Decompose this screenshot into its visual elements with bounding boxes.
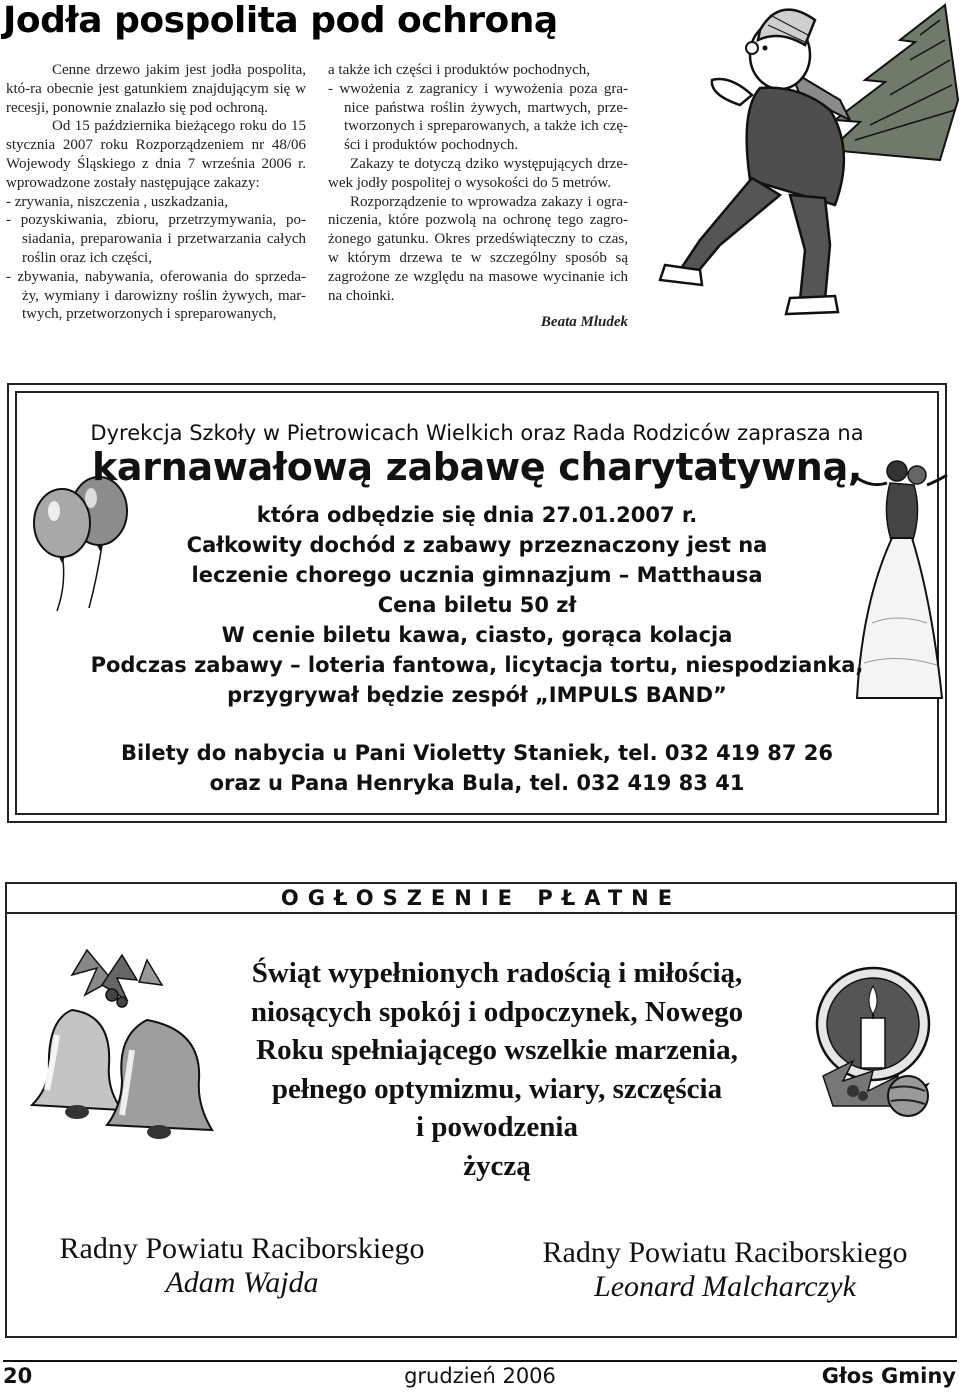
article-column-2 (328, 61, 628, 332)
wish-line: pełnego optymizmu, wiary, szczęścia (271, 1072, 723, 1105)
invitation-tickets-1: Bilety do nabycia u Pani Violetty Staniek, tel. 032 419 87 26 (121, 741, 833, 765)
invitation-tickets-2: oraz u Pana Henryka Bula, tel. 032 419 83 41 (209, 771, 745, 795)
footer-issue-date: grudzień 2006 (404, 1364, 556, 1388)
signature-2-role: Radny Powiatu Raciborskiego (542, 1236, 908, 1269)
paid-announcement-label: OGŁOSZENIE PŁATNE (280, 886, 682, 910)
footer-publication-title: Głos Gminy (821, 1364, 956, 1388)
article-column-1 (6, 61, 306, 324)
wish-line: Roku spełniającego wszelkie marzenia, (256, 1034, 738, 1066)
invitation-price: Cena biletu 50 zł (377, 593, 577, 617)
article-col1-paragraph: Od 15 października bieżącego roku do 15 stycznia 2007 roku Rozporządzeniem nr 48/06 Wojewody Śląskiego z dnia 7 września 2006 r. wprowadzone zostały następujące zakazy: (6, 118, 306, 191)
signature-1-name: Adam Wajda (165, 1266, 319, 1299)
invitation-included: W cenie biletu kawa, ciasto, gorąca kolacja (221, 623, 733, 647)
article-col2-paragraph: Zakazy te dotyczą dziko występujących drze-wek jodły pospolitej o wysokości do 5 metrów. (328, 155, 628, 191)
footer-rule (3, 1360, 957, 1362)
article-title: Jodła pospolita pod ochroną (3, 0, 558, 41)
invitation-date: która odbędzie się dnia 27.01.2007 r. (256, 503, 698, 527)
invitation-purpose-2: leczenie chorego ucznia gimnazjum – Matthausa (191, 563, 763, 587)
article-col2-paragraph: - wwożenia z zagranicy i wywożenia poza gra-nice państwa roślin żywych, martwych, prze-tworzonych i spreparowanych, a także ich czę-ści i produktów pochodnych. (328, 80, 628, 154)
christmas-candle-ornament-illustration (813, 956, 953, 1126)
invitation-organizer: Dyrekcja Szkoły w Pietrowicach Wielkich oraz Rada Rodziców zaprasza na (90, 421, 864, 445)
signature-adam-wajda (27, 1232, 457, 1300)
article-col2-paragraph: Rozporządzenie to wprowadza zakazy i ogra-niczenia, które pozwolą na ochronę tego zagro-żonego gatunku. Okres przedświąteczny to czas, w którym drzewa te w szczególny sposób są zagrożone ze względu na masowe wycinanie ich na choinki. (328, 193, 628, 304)
invitation-box (7, 383, 947, 823)
wish-line: niosących spokój i odpoczynek, Nowego (250, 995, 744, 1028)
footer-page-number: 20 (3, 1364, 33, 1388)
lumberjack-with-fir-tree-illustration (640, 0, 960, 340)
holiday-wishes (187, 954, 807, 1185)
article-col1-paragraph: Cenne drzewo jakim jest jodła pospolita, któ-ra obecnie jest gatunkiem znajdującym się w recesji, ponownie znalazło się pod ochroną. (6, 62, 306, 116)
wish-line: życzą (463, 1149, 531, 1182)
invitation-headline: karnawałową zabawę charytatywną, (91, 445, 863, 489)
invitation-purpose-1: Całkowity dochód z zabawy przeznaczony jest na (186, 533, 768, 557)
article-col2-paragraph: a także ich części i produktów pochodnych, (328, 62, 590, 78)
invitation-band: przygrywał będzie zespół „IMPULS BAND” (227, 683, 727, 707)
wish-line: Świąt wypełnionych radością i miłością, (251, 957, 743, 989)
article-col1-paragraph: - zrywania, niszczenia , uszkadzania, (6, 193, 228, 210)
signature-leonard-malcharczyk (505, 1236, 945, 1304)
article-col1-paragraph: - pozyskiwania, zbioru, przetrzymywania, po-siadania, preparowania i przetwarzania całych roślin oraz ich części, (6, 212, 306, 266)
article-author: Beata Mludek (540, 314, 628, 331)
wish-line: i powodzenia (416, 1111, 578, 1143)
signature-2-name: Leonard Malcharczyk (594, 1270, 856, 1303)
article-col1-paragraph: - zbywania, nabywania, oferowania do sprzeda-ży, wymiany i darowizny roślin żywych, mar-twych, przetworzonych i spreparowanych, (6, 268, 306, 323)
invitation-attractions: Podczas zabawy – loteria fantowa, licytacja tortu, niespodzianka, (90, 653, 864, 677)
invitation-inner-frame (15, 391, 939, 815)
paid-announcement-header (7, 884, 955, 914)
paid-announcement-box (5, 882, 957, 1338)
signature-1-role: Radny Powiatu Raciborskiego (59, 1232, 425, 1265)
